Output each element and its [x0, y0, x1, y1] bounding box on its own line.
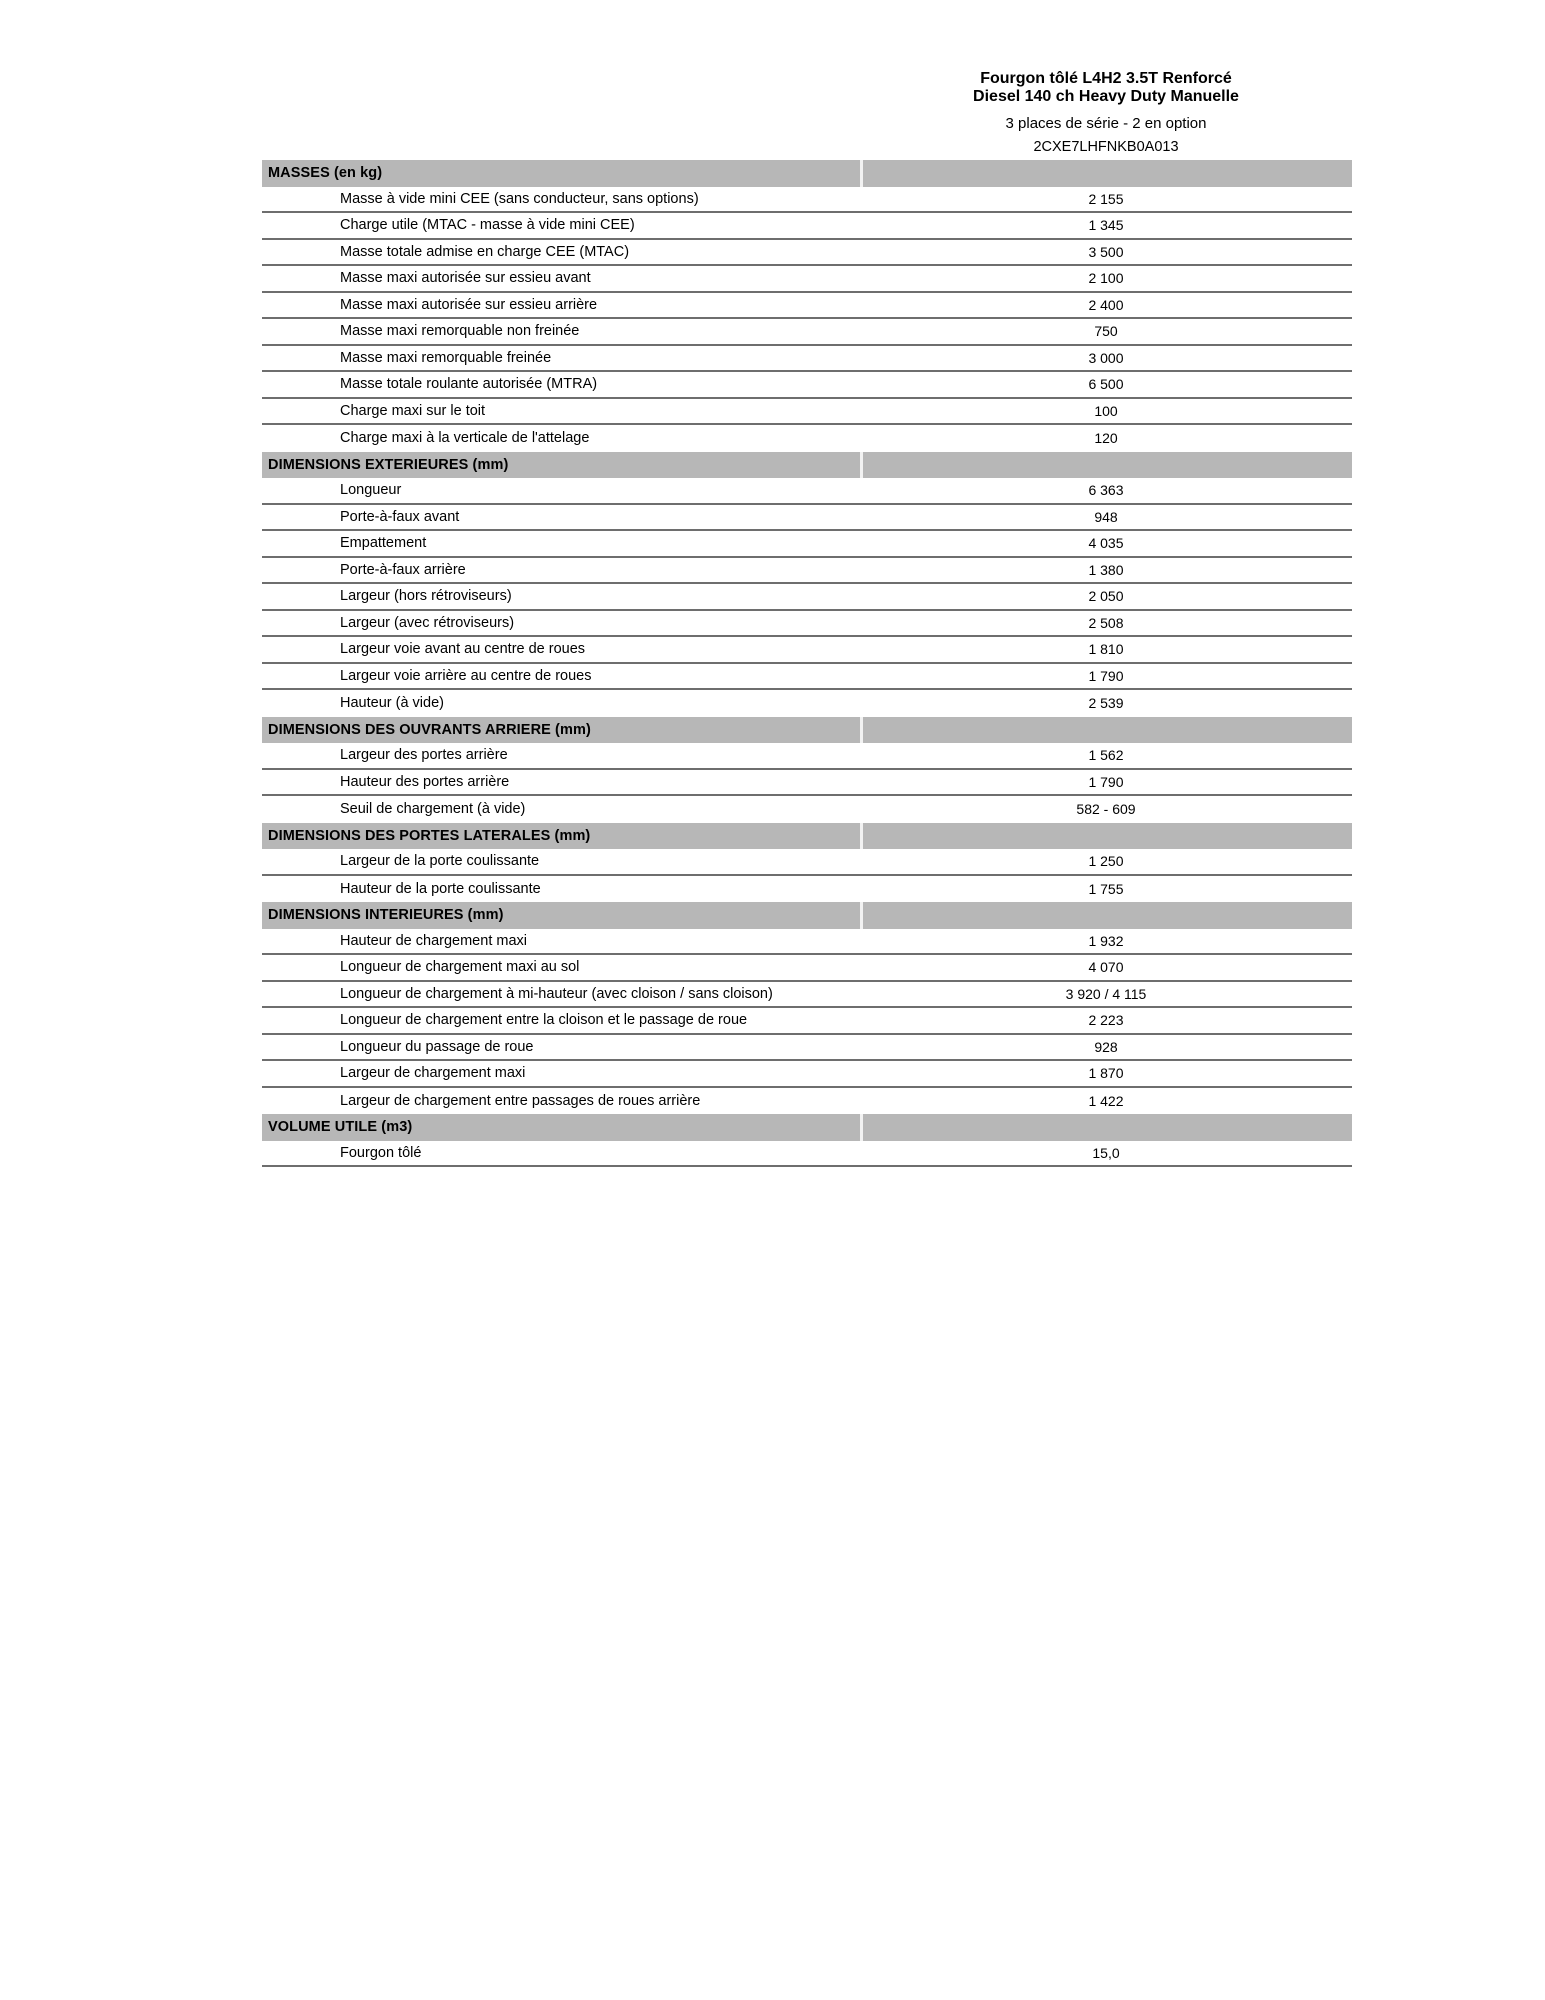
section-header-bar [262, 160, 1352, 187]
table-row [262, 796, 1352, 823]
row-label: Largeur (hors rétroviseurs) [340, 588, 512, 605]
section-header-bar [262, 823, 1352, 850]
row-value: 6 363 [1088, 482, 1124, 499]
table-row [262, 955, 1352, 982]
section-header-value-cell [860, 823, 1352, 850]
spec-section [262, 823, 1352, 903]
row-value: 1 380 [1088, 561, 1124, 578]
row-label: Longueur de chargement à mi-hauteur (avec cloison / sans cloison) [340, 985, 773, 1002]
table-row [262, 743, 1352, 770]
row-label: Masse maxi autorisée sur essieu avant [340, 270, 591, 287]
row-label: Masse maxi remorquable freinée [340, 349, 552, 366]
table-row [262, 637, 1352, 664]
row-label: Largeur de chargement entre passages de roues arrière [340, 1092, 701, 1109]
row-label: Hauteur de la porte coulissante [340, 880, 541, 897]
row-label: Charge utile (MTAC - masse à vide mini CEE) [340, 217, 635, 234]
row-label: Largeur des portes arrière [340, 747, 508, 764]
row-label: Masse maxi remorquable non freinée [340, 323, 580, 340]
row-value: 750 [1094, 323, 1118, 340]
table-row [262, 372, 1352, 399]
row-value: 100 [1094, 402, 1118, 419]
section-header-bar [262, 452, 1352, 479]
row-value: 2 223 [1088, 1012, 1124, 1029]
row-value: 6 500 [1088, 376, 1124, 393]
row-value: 4 070 [1088, 959, 1124, 976]
section-header-bar [262, 902, 1352, 929]
row-value: 1 755 [1088, 880, 1124, 897]
row-label: Charge maxi à la verticale de l'attelage [340, 430, 590, 447]
row-label: Masse totale roulante autorisée (MTRA) [340, 376, 598, 393]
row-value: 1 562 [1088, 747, 1124, 764]
table-row [262, 929, 1352, 956]
row-value: 2 400 [1088, 296, 1124, 313]
table-row [262, 240, 1352, 267]
row-label: Longueur [340, 482, 402, 499]
row-value: 582 - 609 [1076, 801, 1136, 818]
row-label: Largeur de la porte coulissante [340, 853, 540, 870]
section-title: VOLUME UTILE (m3) [268, 1119, 413, 1136]
column-header [860, 70, 1352, 155]
section-title: DIMENSIONS DES PORTES LATERALES (mm) [268, 827, 591, 844]
row-value: 3 920 / 4 115 [1065, 985, 1147, 1002]
row-label: Largeur (avec rétroviseurs) [340, 614, 515, 631]
row-value: 1 810 [1088, 641, 1124, 658]
row-label: Hauteur de chargement maxi [340, 932, 527, 949]
table-row [262, 399, 1352, 426]
table-row [262, 531, 1352, 558]
row-label: Largeur de chargement maxi [340, 1065, 526, 1082]
row-value: 4 035 [1088, 535, 1124, 552]
row-value: 1 790 [1088, 773, 1124, 790]
engine-title: Diesel 140 ch Heavy Duty Manuelle [973, 88, 1239, 105]
table-row [262, 478, 1352, 505]
table-row [262, 876, 1352, 903]
table-row [262, 1008, 1352, 1035]
table-row [262, 1035, 1352, 1062]
row-value: 3 500 [1088, 243, 1124, 260]
table-row [262, 558, 1352, 585]
row-label: Hauteur (à vide) [340, 695, 444, 712]
table-row [262, 1141, 1352, 1168]
row-label: Largeur voie avant au centre de roues [340, 641, 586, 658]
table-row [262, 849, 1352, 876]
table-row [262, 346, 1352, 373]
section-title: DIMENSIONS EXTERIEURES (mm) [268, 456, 509, 473]
table-row [262, 505, 1352, 532]
row-value: 1 790 [1088, 667, 1124, 684]
table-row [262, 584, 1352, 611]
spec-section [262, 1114, 1352, 1167]
version-code: 2CXE7LHFNKB0A013 [1033, 139, 1179, 155]
row-label: Longueur de chargement maxi au sol [340, 959, 580, 976]
table-row [262, 425, 1352, 452]
row-value: 2 050 [1088, 588, 1124, 605]
spec-section [262, 452, 1352, 717]
spec-section [262, 160, 1352, 452]
table-row [262, 664, 1352, 691]
row-value: 948 [1094, 508, 1118, 525]
row-label: Charge maxi sur le toit [340, 402, 486, 419]
spec-section [262, 902, 1352, 1114]
spec-table [262, 160, 1352, 1167]
section-header-bar [262, 717, 1352, 744]
row-label: Hauteur des portes arrière [340, 773, 510, 790]
row-label: Fourgon tôlé [340, 1144, 422, 1161]
row-value: 2 508 [1088, 614, 1124, 631]
row-label: Seuil de chargement (à vide) [340, 801, 526, 818]
row-label: Longueur de chargement entre la cloison et le passage de roue [340, 1012, 748, 1029]
row-label: Largeur voie arrière au centre de roues [340, 667, 592, 684]
spec-section [262, 717, 1352, 823]
row-value: 1 422 [1088, 1092, 1124, 1109]
section-header-bar [262, 1114, 1352, 1141]
table-row [262, 187, 1352, 214]
row-label: Masse à vide mini CEE (sans conducteur, sans options) [340, 190, 699, 207]
section-header-value-cell [860, 452, 1352, 479]
seats-info: 3 places de série - 2 en option [1005, 115, 1207, 132]
table-row [262, 266, 1352, 293]
row-value: 1 932 [1088, 932, 1124, 949]
row-value: 2 155 [1088, 190, 1124, 207]
table-row [262, 1088, 1352, 1115]
row-value: 15,0 [1092, 1144, 1120, 1161]
variant-title: Fourgon tôlé L4H2 3.5T Renforcé [980, 70, 1232, 87]
section-title: MASSES (en kg) [268, 165, 383, 182]
table-row [262, 982, 1352, 1009]
row-label: Porte-à-faux avant [340, 508, 460, 525]
table-row [262, 770, 1352, 797]
section-header-value-cell [860, 902, 1352, 929]
row-label: Masse totale admise en charge CEE (MTAC) [340, 243, 630, 260]
row-label: Empattement [340, 535, 427, 552]
row-label: Masse maxi autorisée sur essieu arrière [340, 296, 598, 313]
section-header-value-cell [860, 1114, 1352, 1141]
table-row [262, 611, 1352, 638]
section-title: DIMENSIONS DES OUVRANTS ARRIERE (mm) [268, 721, 591, 738]
table-row [262, 293, 1352, 320]
table-row [262, 690, 1352, 717]
section-header-value-cell [860, 160, 1352, 187]
row-value: 3 000 [1088, 349, 1124, 366]
row-value: 1 250 [1088, 853, 1124, 870]
table-row [262, 1061, 1352, 1088]
row-value: 1 870 [1088, 1065, 1124, 1082]
row-value: 2 100 [1088, 270, 1124, 287]
row-label: Longueur du passage de roue [340, 1038, 534, 1055]
section-header-value-cell [860, 717, 1352, 744]
table-row [262, 319, 1352, 346]
section-title: DIMENSIONS INTERIEURES (mm) [268, 907, 504, 924]
table-row [262, 213, 1352, 240]
row-value: 928 [1094, 1038, 1118, 1055]
row-value: 2 539 [1088, 695, 1124, 712]
row-value: 1 345 [1088, 217, 1124, 234]
row-value: 120 [1094, 430, 1118, 447]
row-label: Porte-à-faux arrière [340, 561, 466, 578]
